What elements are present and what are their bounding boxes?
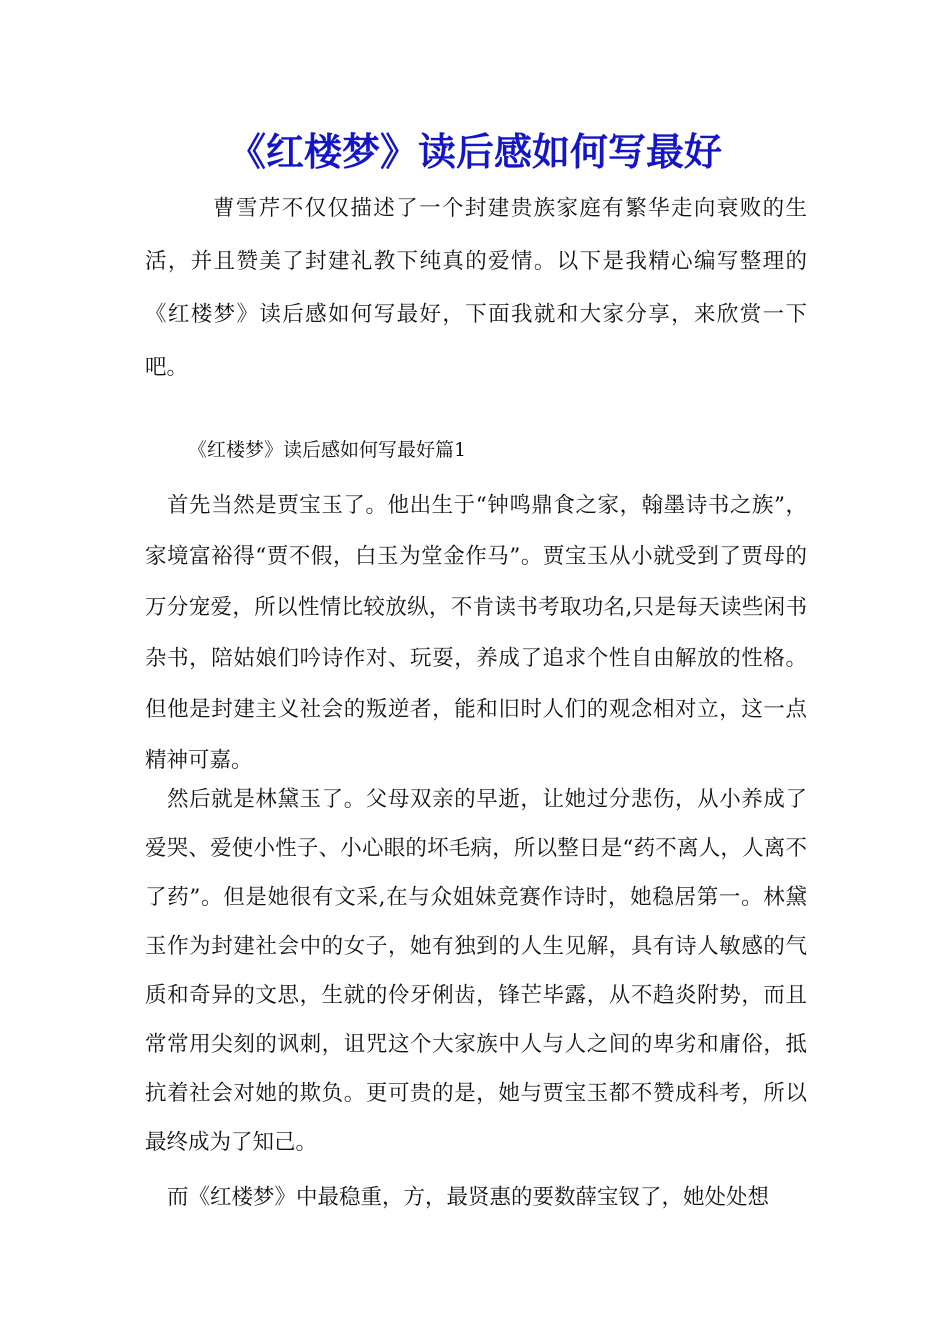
document-title: 《红楼梦》读后感如何写最好 [227,129,722,174]
body-paragraph-2: 然后就是林黛玉了。父母双亲的早逝，让她过分悲伤，从小养成了爱哭、爱使小性子、小心眼的坏毛病，所以整日是“药不离人，人离不了药”。但是她很有文采,在与众姐妹竞赛作诗时，她稳居第一。林黛玉作为封建社会中的女子，她有独到的人生见解，具有诗人敏感的气质和奇异的文思，生就的伶牙俐齿，锋芒毕露，从不趋炎附势，而且常常用尖刻的讽刺，诅咒这个大家族中人与人之间的卑劣和庸俗，抵抗着社会对她的欺负。更可贵的是，她与贾宝玉都不赞成科考，所以最终成为了知己。 [145,787,807,1155]
section-heading: 《红楼梦》读后感如何写最好篇1 [188,439,467,461]
body-paragraph-1: 首先当然是贾宝玉了。他出生于“钟鸣鼎食之家，翰墨诗书之族”，家境富裕得“贾不假，白玉为堂金作马”。贾宝玉从小就受到了贾母的万分宠爱，所以性情比较放纵，不肯读书考取功名,只是每天读些闲书杂书，陪姑娘们吟诗作对、玩耍，养成了追求个性自由解放的性格。但他是封建主义社会的叛逆者，能和旧时人们的观念相对立，这一点精神可嘉。 [145,493,807,773]
body-paragraph-3: 而《红楼梦》中最稳重，方，最贤惠的要数薛宝钗了，她处处想 [167,1185,770,1210]
intro-paragraph: 曹雪芹不仅仅描述了一个封建贵族家庭有繁华走向衰败的生活，并且赞美了封建礼教下纯真的爱情。以下是我精心编写整理的《红楼梦》读后感如何写最好，下面我就和大家分享，来欣赏一下吧。 [145,196,807,380]
